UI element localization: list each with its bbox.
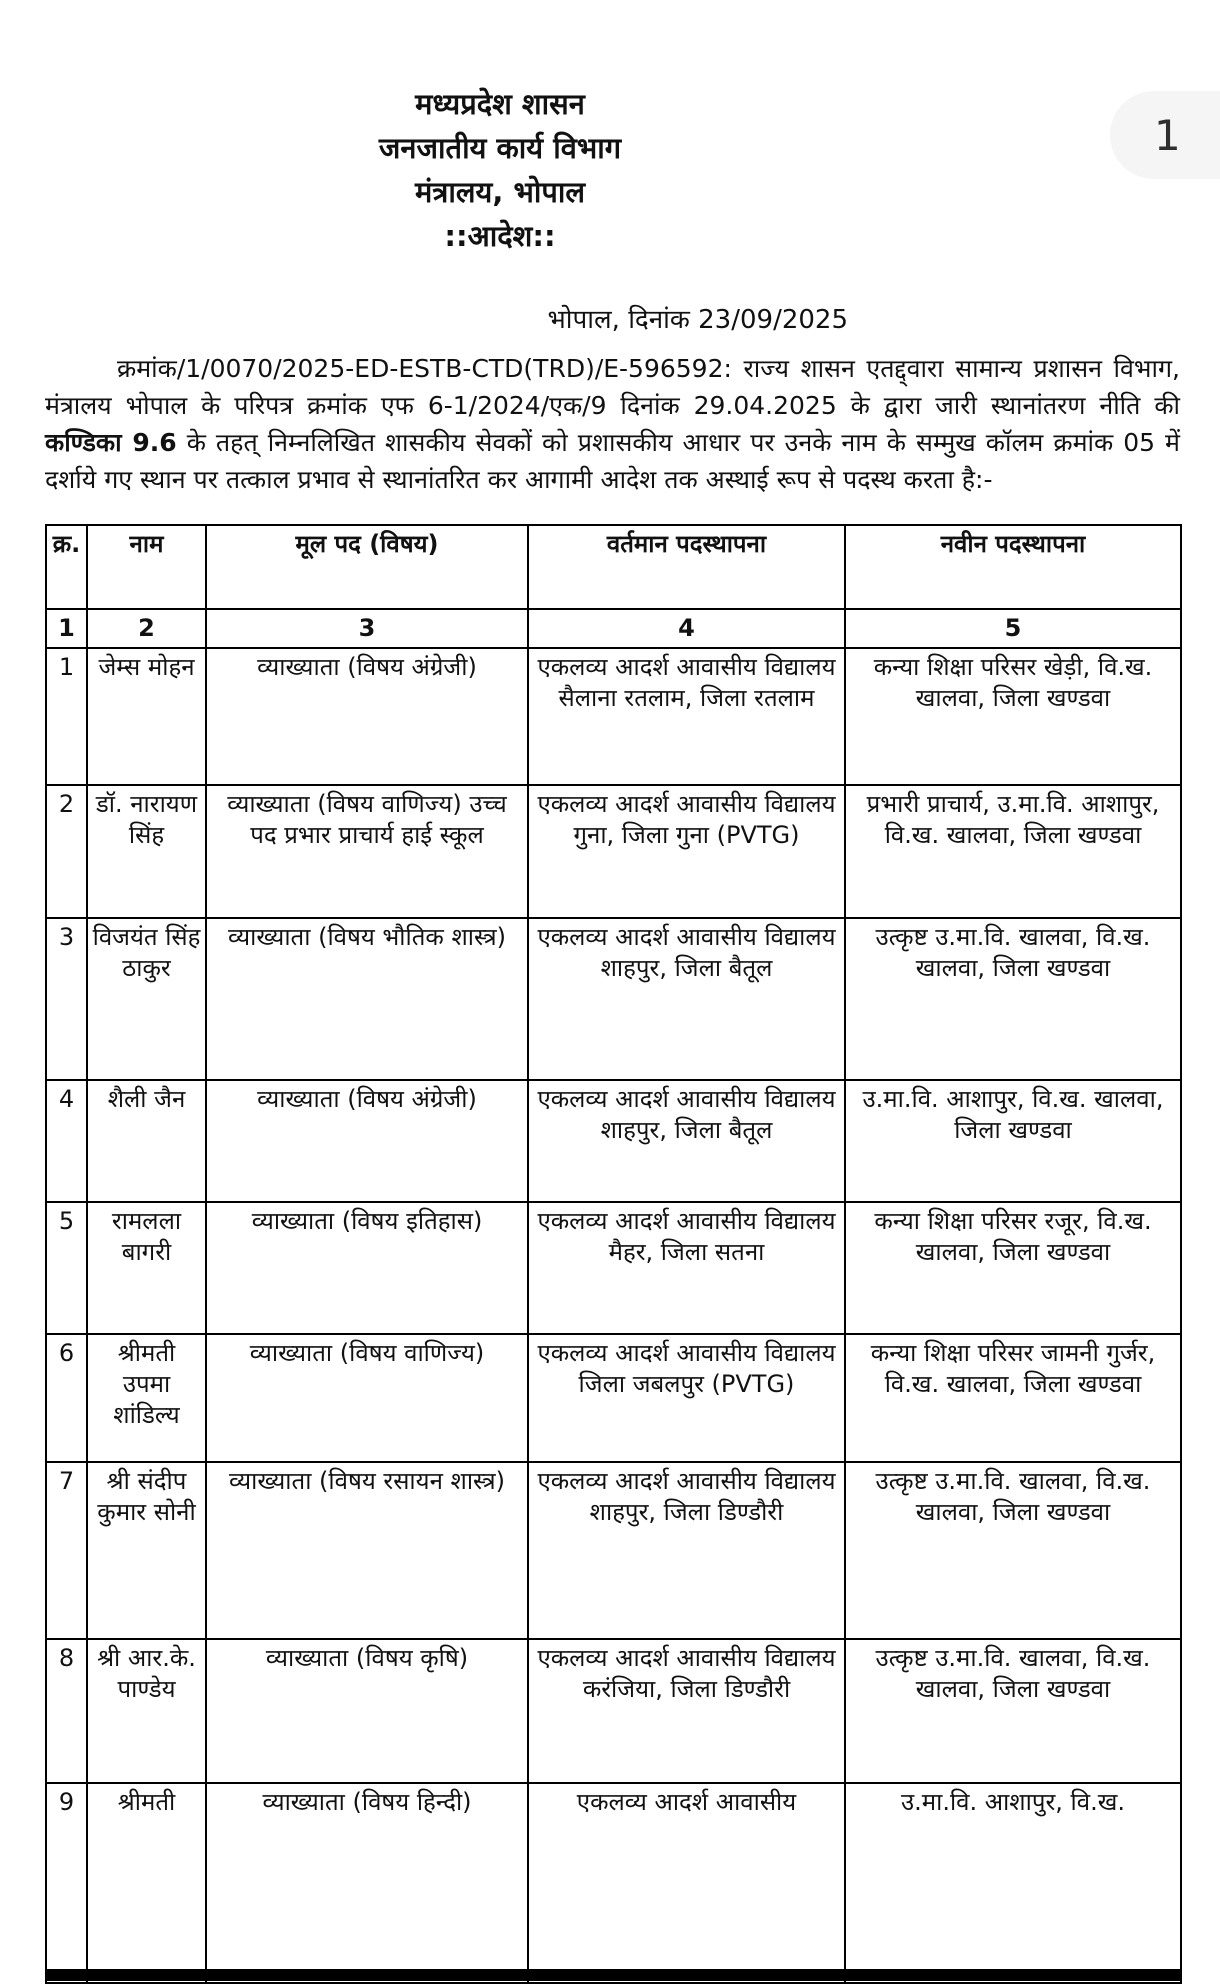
- cell-new-posting: उत्कृष्ट उ.मा.वि. खालवा, वि.ख. खालवा, जिला खण्डवा: [845, 1639, 1181, 1783]
- cell-post: व्याख्याता (विषय वाणिज्य) उच्च पद प्रभार प्राचार्य हाई स्कूल: [206, 785, 528, 918]
- cell-new-posting: प्रभारी प्राचार्य, उ.मा.वि. आशापुर, वि.ख. खालवा, जिला खण्डवा: [845, 785, 1181, 918]
- cell-current-posting: एकलव्य आदर्श आवासीय विद्यालय शाहपुर, जिला डिण्डौरी: [528, 1462, 845, 1639]
- cell-post: व्याख्याता (विषय वाणिज्य): [206, 1334, 528, 1462]
- page-number-badge: 1: [1110, 91, 1220, 179]
- cell-post: व्याख्याता (विषय अंग्रेजी): [206, 648, 528, 785]
- cell-name: श्रीमती: [87, 1783, 206, 1983]
- order-title: ::आदेश::: [444, 219, 556, 253]
- place-date-line: भोपाल, दिनांक 23/09/2025: [547, 305, 848, 335]
- transfer-order-table: [45, 524, 1182, 1984]
- order-text-before: क्रमांक/1/0070/2025-ED-ESTB-CTD(TRD)/E-596592: राज्य शासन एतद्द्वारा सामान्य प्रशासन विभाग, मंत्रालय भोपाल के परिपत्र क्रमांक एफ 6-1/2024/एक/9 दिनांक 29.04.2025 के द्वारा जारी स्थानांतरण नीति की: [45, 354, 1180, 420]
- cell-post: व्याख्याता (विषय अंग्रेजी): [206, 1080, 528, 1202]
- cell-sno: 8: [46, 1639, 87, 1783]
- cell-sno: 5: [46, 1202, 87, 1334]
- letterhead: [0, 82, 1000, 258]
- cell-new-posting: उ.मा.वि. आशापुर, वि.ख. खालवा, जिला खण्डवा: [845, 1080, 1181, 1202]
- table-header-row: [46, 525, 1181, 609]
- table-row: [46, 1783, 1181, 1983]
- order-clause-ref: कण्डिका 9.6: [45, 428, 177, 457]
- column-number: 5: [845, 609, 1181, 648]
- cell-current-posting: एकलव्य आदर्श आवासीय विद्यालय करंजिया, जिला डिण्डौरी: [528, 1639, 845, 1783]
- table-row: [46, 1462, 1181, 1639]
- cell-current-posting: एकलव्य आदर्श आवासीय विद्यालय शाहपुर, जिला बैतूल: [528, 1080, 845, 1202]
- cell-sno: 2: [46, 785, 87, 918]
- column-number: 3: [206, 609, 528, 648]
- letterhead-government: मध्यप्रदेश शासन: [415, 87, 585, 121]
- cell-sno: 4: [46, 1080, 87, 1202]
- cell-new-posting: उ.मा.वि. आशापुर, वि.ख.: [845, 1783, 1181, 1983]
- table-row: [46, 1334, 1181, 1462]
- cell-name: विजयंत सिंह ठाकुर: [87, 918, 206, 1080]
- page-bottom-scan-bar: [45, 1969, 1180, 1981]
- col-header-new-posting: नवीन पदस्थापना: [845, 525, 1181, 609]
- col-header-sno: क्र.: [46, 525, 87, 609]
- cell-new-posting: उत्कृष्ट उ.मा.वि. खालवा, वि.ख. खालवा, जिला खण्डवा: [845, 1462, 1181, 1639]
- cell-current-posting: एकलव्य आदर्श आवासीय: [528, 1783, 845, 1983]
- order-body-paragraph: [45, 350, 1180, 498]
- cell-post: व्याख्याता (विषय इतिहास): [206, 1202, 528, 1334]
- table-row: [46, 1639, 1181, 1783]
- letterhead-office: मंत्रालय, भोपाल: [415, 175, 585, 209]
- cell-name: शैली जैन: [87, 1080, 206, 1202]
- cell-post: व्याख्याता (विषय रसायन शास्त्र): [206, 1462, 528, 1639]
- cell-sno: 1: [46, 648, 87, 785]
- table-row: [46, 918, 1181, 1080]
- cell-new-posting: कन्या शिक्षा परिसर रजूर, वि.ख. खालवा, जिला खण्डवा: [845, 1202, 1181, 1334]
- column-number: 2: [87, 609, 206, 648]
- column-number-row: [46, 609, 1181, 648]
- cell-new-posting: कन्या शिक्षा परिसर खेड़ी, वि.ख. खालवा, जिला खण्डवा: [845, 648, 1181, 785]
- table-row: [46, 785, 1181, 918]
- cell-current-posting: एकलव्य आदर्श आवासीय विद्यालय गुना, जिला गुना (PVTG): [528, 785, 845, 918]
- cell-current-posting: एकलव्य आदर्श आवासीय विद्यालय जिला जबलपुर (PVTG): [528, 1334, 845, 1462]
- scanned-order-page: [0, 82, 1220, 1981]
- cell-post: व्याख्याता (विषय हिन्दी): [206, 1783, 528, 1983]
- cell-current-posting: एकलव्य आदर्श आवासीय विद्यालय सैलाना रतलाम, जिला रतलाम: [528, 648, 845, 785]
- cell-sno: 6: [46, 1334, 87, 1462]
- letterhead-department: जनजातीय कार्य विभाग: [378, 131, 622, 165]
- table-row: [46, 648, 1181, 785]
- col-header-post: मूल पद (विषय): [206, 525, 528, 609]
- col-header-current-posting: वर्तमान पदस्थापना: [528, 525, 845, 609]
- cell-name: श्री आर.के. पाण्डेय: [87, 1639, 206, 1783]
- cell-name: श्रीमती उपमा शांडिल्य: [87, 1334, 206, 1462]
- col-header-name: नाम: [87, 525, 206, 609]
- order-text-after: के तहत् निम्नलिखित शासकीय सेवकों को प्रशासकीय आधार पर उनके नाम के सम्मुख कॉलम क्रमांक 05 में दर्शाये गए स्थान पर तत्काल प्रभाव से स्थानांतरित कर आगामी आदेश तक अस्थाई रूप से पदस्थ करता है:-: [45, 428, 1181, 494]
- column-number: 4: [528, 609, 845, 648]
- cell-name: श्री संदीप कुमार सोनी: [87, 1462, 206, 1639]
- cell-sno: 7: [46, 1462, 87, 1639]
- cell-sno: 9: [46, 1783, 87, 1983]
- column-number: 1: [46, 609, 87, 648]
- cell-post: व्याख्याता (विषय भौतिक शास्त्र): [206, 918, 528, 1080]
- cell-name: रामलला बागरी: [87, 1202, 206, 1334]
- table-row: [46, 1202, 1181, 1334]
- cell-name: डॉ. नारायण सिंह: [87, 785, 206, 918]
- cell-current-posting: एकलव्य आदर्श आवासीय विद्यालय शाहपुर, जिला बैतूल: [528, 918, 845, 1080]
- cell-sno: 3: [46, 918, 87, 1080]
- cell-name: जेम्स मोहन: [87, 648, 206, 785]
- cell-current-posting: एकलव्य आदर्श आवासीय विद्यालय मैहर, जिला सतना: [528, 1202, 845, 1334]
- cell-post: व्याख्याता (विषय कृषि): [206, 1639, 528, 1783]
- table-row: [46, 1080, 1181, 1202]
- cell-new-posting: उत्कृष्ट उ.मा.वि. खालवा, वि.ख. खालवा, जिला खण्डवा: [845, 918, 1181, 1080]
- cell-new-posting: कन्या शिक्षा परिसर जामनी गुर्जर, वि.ख. खालवा, जिला खण्डवा: [845, 1334, 1181, 1462]
